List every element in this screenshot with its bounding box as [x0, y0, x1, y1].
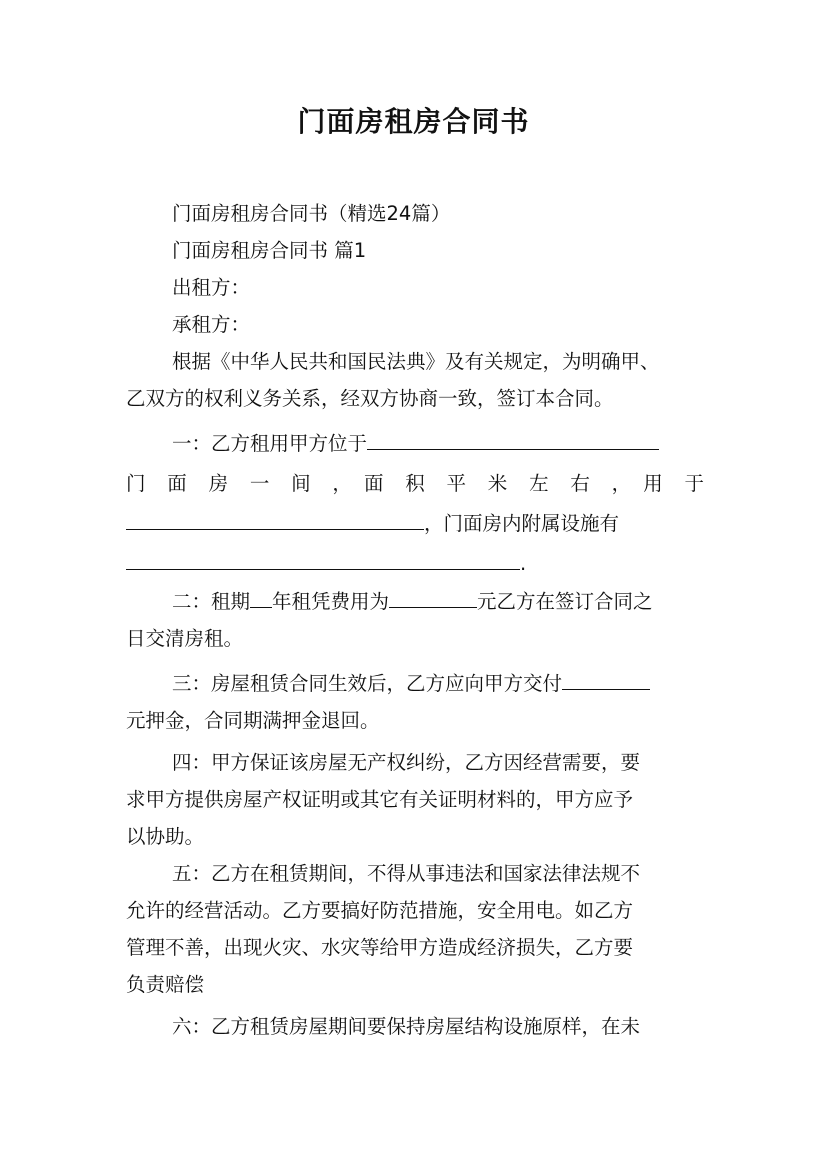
- clause-5-line: 五：乙方在租赁期间，不得从事违法和国家法律法规不: [172, 862, 641, 885]
- clause-5-line: 允许的经营活动。乙方要搞好防范措施，安全用电。如乙方: [126, 899, 634, 922]
- fill-blank-usage[interactable]: [126, 505, 424, 530]
- clause-text: 元乙方在签订合同之: [477, 590, 653, 613]
- clause-2-line: [126, 583, 750, 620]
- lessee-line: 承租方：: [172, 313, 251, 336]
- fill-blank-deposit[interactable]: [562, 665, 650, 690]
- clause-1-line: [126, 545, 704, 582]
- clause-1-line: [126, 505, 704, 542]
- clause-text: 一：乙方租用甲方位于: [172, 432, 368, 455]
- clause-text: ，门面房内附属设施有: [424, 512, 620, 535]
- clause-4-line: 四：甲方保证该房屋无产权纠纷，乙方因经营需要，要: [172, 751, 641, 774]
- clause-text: 三：房屋租赁合同生效后，乙方应向甲方交付: [172, 672, 563, 695]
- subtitle-line: 门面房租房合同书（精选24篇）: [172, 202, 451, 225]
- clause-5-line: 负责赔偿: [126, 973, 205, 996]
- document-title: 门面房租房合同书: [297, 105, 530, 138]
- lessor-line: 出租方：: [172, 276, 251, 299]
- clause-text: 年租凭费用为: [272, 590, 390, 613]
- clause-2-line: 日交清房租。: [126, 627, 244, 650]
- clause-text: 二：租期: [172, 590, 251, 613]
- section-heading: 门面房租房合同书 篇1: [172, 239, 367, 262]
- fill-blank-years[interactable]: [250, 583, 272, 608]
- clause-3-line: [126, 665, 750, 702]
- clause-text: .: [520, 552, 527, 575]
- clause-5-line: 管理不善，出现火灾、水灾等给甲方造成经济损失，乙方要: [126, 936, 634, 959]
- clause-4-line: 以协助。: [126, 825, 205, 848]
- paragraph-line: 乙双方的权利义务关系，经双方协商一致，签订本合同。: [126, 387, 614, 410]
- clause-1-line: [126, 425, 750, 462]
- fill-blank-facilities[interactable]: [126, 545, 520, 570]
- clause-4-line: 求甲方提供房屋产权证明或其它有关证明材料的，甲方应予: [126, 788, 634, 811]
- fill-blank-rent[interactable]: [389, 583, 477, 608]
- fill-blank-location[interactable]: [367, 425, 659, 450]
- clause-6-line: 六：乙方租赁房屋期间要保持房屋结构设施原样，在未: [172, 1015, 641, 1038]
- clause-3-line: 元押金，合同期满押金退回。: [126, 709, 380, 732]
- clause-1-line: 门 面 房 一 间 ， 面 积 平 米 左 右 ， 用 于: [126, 472, 704, 495]
- paragraph-line: 根据《中华人民共和国民法典》及有关规定，为明确甲、: [172, 350, 660, 373]
